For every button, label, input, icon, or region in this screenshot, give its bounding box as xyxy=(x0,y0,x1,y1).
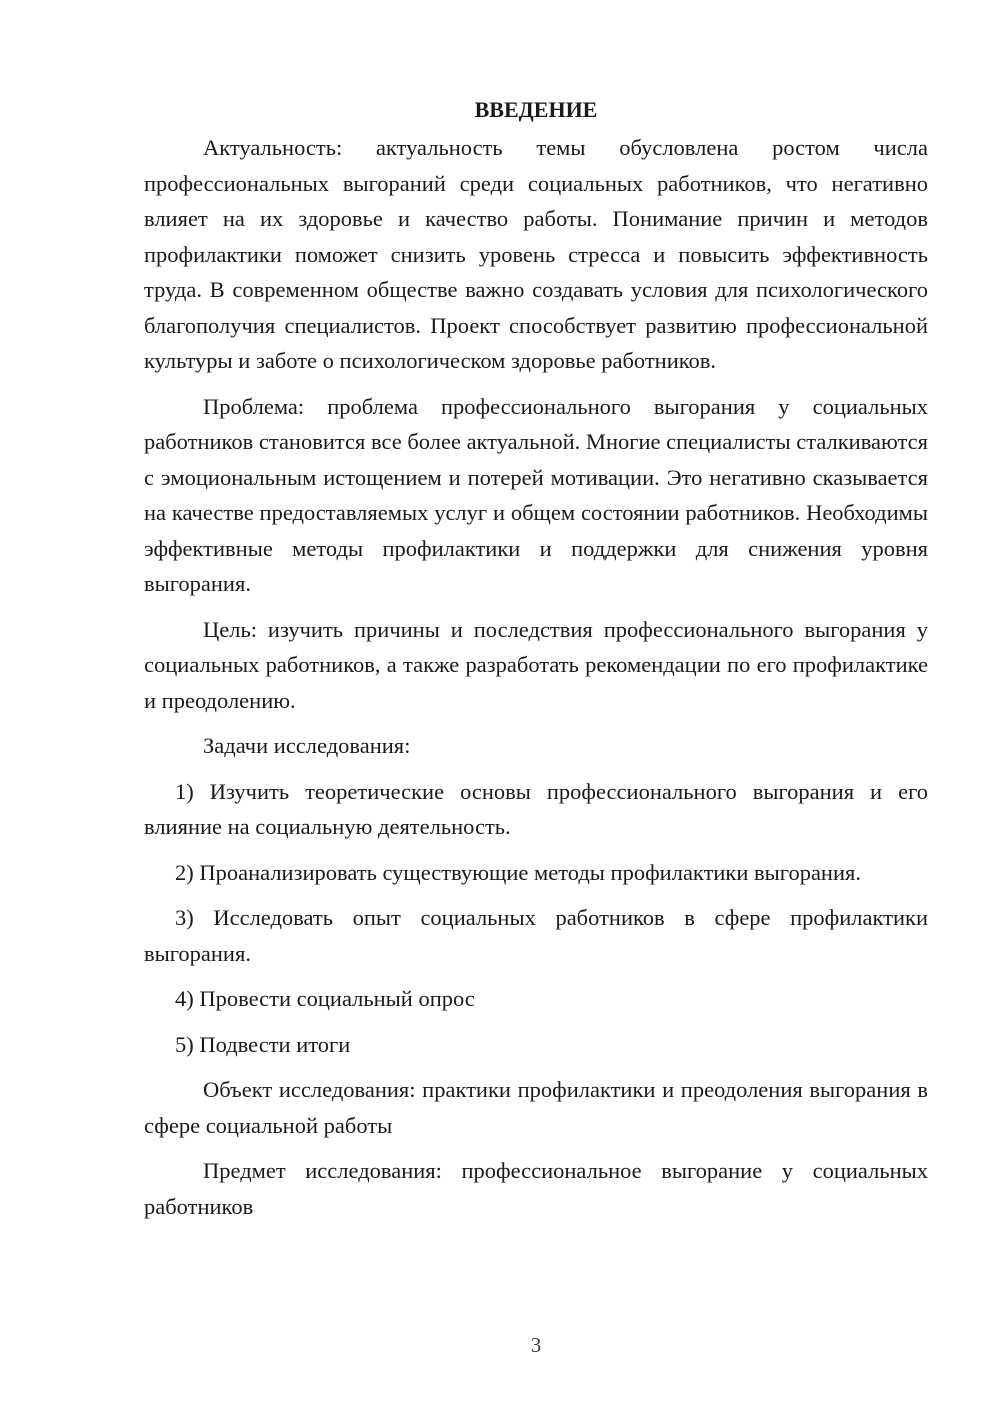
task-item-5: 5) Подвести итоги xyxy=(175,1031,351,1057)
subject-paragraph: Предмет исследования: профессиональное выгорание у социальных работников xyxy=(144,1158,928,1219)
task-item-3: 3) Исследовать опыт социальных работников в сфере профилактики выгорания. xyxy=(144,905,928,966)
goal-paragraph: Цель: изучить причины и последствия профессионального выгорания у социальных работников, а также разработать рекомендации по его профилактике и преодолению. xyxy=(144,616,928,713)
document-body xyxy=(144,92,928,1234)
section-title: ВВЕДЕНИЕ xyxy=(474,97,598,122)
task-item-2: 2) Проанализировать существующие методы профилактики выгорания. xyxy=(175,859,861,885)
task-item-4: 4) Провести социальный опрос xyxy=(175,986,475,1011)
problem-paragraph: Проблема: проблема профессионального выгорания у социальных работников становится все более актуальной. Многие специалисты сталкиваются с эмоциональным истощением и потерей мотивации. Это негативно сказывается на качестве предоставляемых услуг и общем состоянии работников. Необходимы эффективные методы профилактики и поддержки для снижения уровня выгорания. xyxy=(144,393,928,596)
relevance-paragraph: Актуальность: актуальность темы обусловлена ростом числа профессиональных выгораний среди социальных работников, что негативно влияет на их здоровье и качество работы. Понимание причин и методов профилактики поможет снизить уровень стресса и повысить эффективность труда. В современном обществе важно создавать условия для психологического благополучия специалистов. Проект способствует развитию профессиональной культуры и заботе о психологическом здоровье работников. xyxy=(144,135,928,373)
object-paragraph: Объект исследования: практики профилактики и преодоления выгорания в сфере социальной работы xyxy=(144,1077,928,1138)
tasks-heading: Задачи исследования: xyxy=(203,733,411,758)
task-item-1: 1) Изучить теоретические основы профессионального выгорания и его влияние на социальную деятельность. xyxy=(144,778,928,839)
page-number: 3 xyxy=(530,1333,542,1357)
